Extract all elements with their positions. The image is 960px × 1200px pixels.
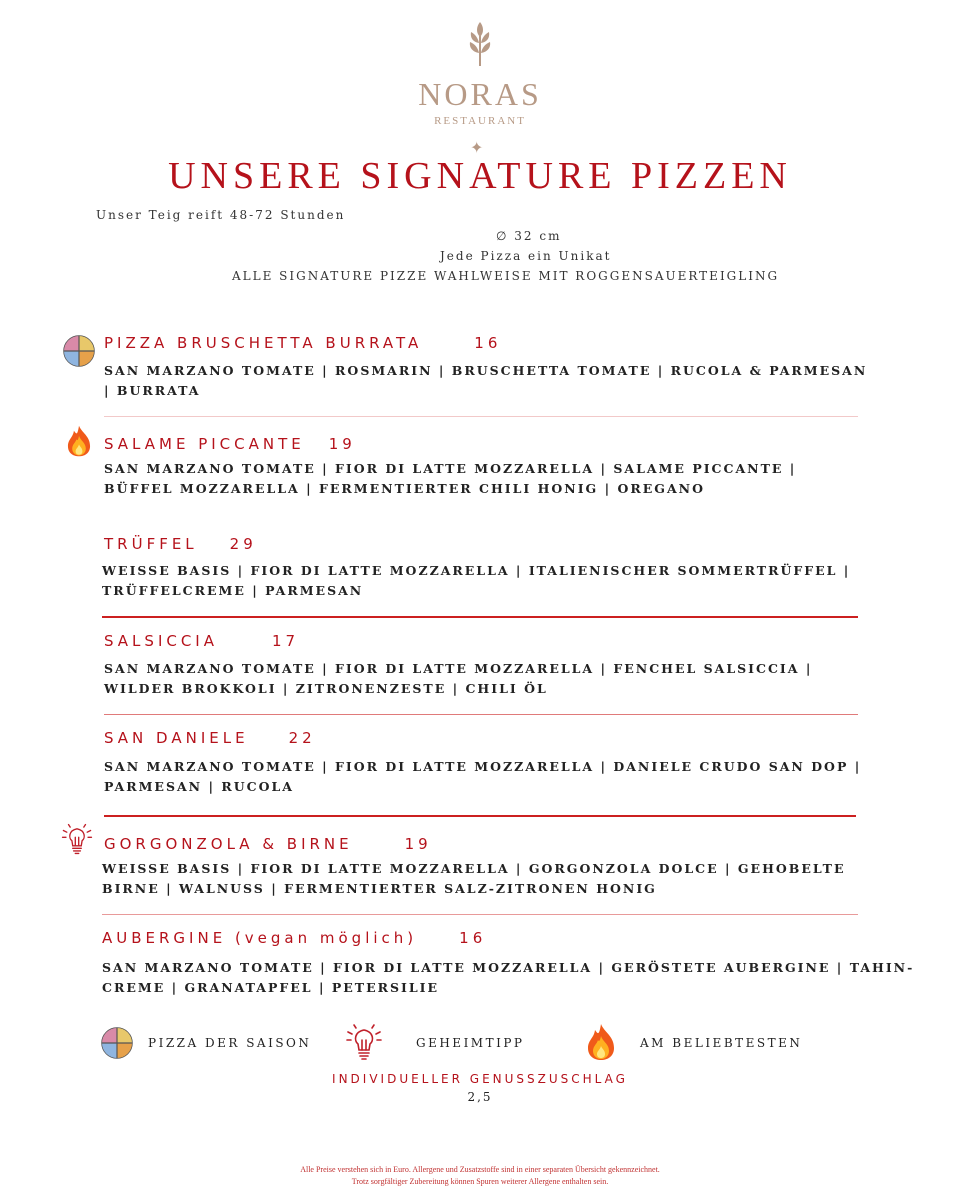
pizza-price: 16 bbox=[474, 334, 502, 352]
brand-name: NORAS bbox=[418, 76, 542, 112]
description-line: SAN MARZANO TOMATE | ROSMARIN | BRUSCHETTA TOMATE | RUCOLA & PARMESAN bbox=[104, 363, 868, 378]
pizza-title-gorgonzola-birne bbox=[104, 835, 432, 853]
description-line: SAN MARZANO TOMATE | FIOR DI LATTE MOZZARELLA | GERÖSTETE AUBERGINE | TAHIN- bbox=[102, 960, 915, 975]
pizza-name: SALAME PICCANTE bbox=[104, 435, 305, 453]
pizza-name: SAN DANIELE bbox=[104, 729, 249, 747]
pizza-price: 19 bbox=[328, 435, 356, 453]
season-icon bbox=[100, 1026, 134, 1060]
pizza-description bbox=[104, 459, 904, 499]
description-line: WILDER BROKKOLI | ZITRONENZESTE | CHILI ÖL bbox=[104, 681, 548, 696]
unikat-info: Jede Pizza ein Unikat bbox=[440, 249, 612, 263]
pizza-name: PIZZA BRUSCHETTA BURRATA bbox=[104, 334, 423, 352]
pizza-description bbox=[104, 659, 904, 699]
pizza-title-salsiccia bbox=[104, 632, 299, 650]
pizza-price: 19 bbox=[404, 835, 432, 853]
description-line: WEISSE BASIS | FIOR DI LATTE MOZZARELLA | ITALIENISCHER SOMMERTRÜFFEL | bbox=[102, 563, 851, 578]
legend-tip-label: GEHEIMTIPP bbox=[416, 1036, 525, 1050]
pizza-price: 16 bbox=[459, 929, 487, 947]
divider bbox=[104, 416, 858, 417]
page-title: UNSERE SIGNATURE PIZZEN bbox=[168, 155, 792, 197]
pizza-price: 17 bbox=[272, 632, 300, 650]
description-line: BÜFFEL MOZZARELLA | FERMENTIERTER CHILI HONIG | OREGANO bbox=[104, 481, 705, 496]
star-ornament-icon: ✦ bbox=[470, 138, 484, 157]
roggen-info: ALLE SIGNATURE PIZZE WAHLWEISE MIT ROGGENSAUERTEIGLING bbox=[232, 269, 780, 283]
legend-season-label: PIZZA DER SAISON bbox=[148, 1036, 312, 1050]
pizza-title-trueffel bbox=[104, 535, 257, 553]
description-line: PARMESAN | RUCOLA bbox=[104, 779, 294, 794]
pizza-name: AUBERGINE (vegan möglich) bbox=[102, 929, 418, 947]
footnote-line-1: Alle Preise verstehen sich in Euro. Allergene und Zusatzstoffe sind in einer separaten Übersicht gekennzeichnet. bbox=[300, 1165, 660, 1174]
description-line: SAN MARZANO TOMATE | FIOR DI LATTE MOZZARELLA | FENCHEL SALSICCIA | bbox=[104, 661, 813, 676]
pizza-title-san-daniele bbox=[104, 729, 316, 747]
pizza-title-salame-piccante bbox=[104, 435, 356, 453]
pizza-title-aubergine bbox=[102, 929, 486, 947]
pizza-description bbox=[104, 757, 904, 797]
pizza-description bbox=[102, 859, 902, 899]
pizza-description bbox=[104, 361, 904, 401]
lightbulb-icon bbox=[344, 1022, 384, 1062]
description-line: SAN MARZANO TOMATE | FIOR DI LATTE MOZZARELLA | DANIELE CRUDO SAN DOP | bbox=[104, 759, 862, 774]
pizza-name: GORGONZOLA & BIRNE bbox=[104, 835, 353, 853]
wheat-logo-icon bbox=[462, 20, 498, 68]
size-info: ∅ 32 cm bbox=[496, 229, 562, 243]
pizza-name: SALSICCIA bbox=[104, 632, 218, 650]
pizza-description bbox=[102, 958, 922, 998]
description-line: BIRNE | WALNUSS | FERMENTIERTER SALZ-ZITRONEN HONIG bbox=[102, 881, 657, 896]
dough-info: Unser Teig reift 48-72 Stunden bbox=[96, 208, 346, 222]
fire-icon bbox=[584, 1022, 618, 1062]
divider bbox=[104, 714, 858, 715]
pizza-description bbox=[102, 561, 902, 601]
brand-subtitle: RESTAURANT bbox=[434, 115, 526, 127]
footnote-line-2: Trotz sorgfältiger Zubereitung können Spuren weiterer Allergene enthalten sein. bbox=[351, 1177, 609, 1186]
surcharge-label: INDIVIDUELLER GENUSSZUSCHLAG bbox=[332, 1072, 628, 1086]
divider bbox=[102, 914, 858, 915]
season-icon bbox=[62, 334, 96, 368]
description-line: | BURRATA bbox=[104, 383, 201, 398]
pizza-price: 29 bbox=[229, 535, 257, 553]
pizza-price: 22 bbox=[288, 729, 316, 747]
description-line: SAN MARZANO TOMATE | FIOR DI LATTE MOZZARELLA | SALAME PICCANTE | bbox=[104, 461, 797, 476]
description-line: TRÜFFELCREME | PARMESAN bbox=[102, 583, 364, 598]
legend-popular-label: AM BELIEBTESTEN bbox=[640, 1036, 803, 1050]
description-line: WEISSE BASIS | FIOR DI LATTE MOZZARELLA | GORGONZOLA DOLCE | GEHOBELTE bbox=[102, 861, 846, 876]
description-line: CREME | GRANATAPFEL | PETERSILIE bbox=[102, 980, 440, 995]
divider bbox=[102, 616, 858, 618]
divider bbox=[104, 815, 856, 817]
pizza-title-bruschetta-burrata bbox=[104, 334, 501, 352]
surcharge-price: 2,5 bbox=[467, 1090, 493, 1104]
pizza-name: TRÜFFEL bbox=[104, 535, 198, 553]
fire-icon bbox=[62, 424, 96, 458]
lightbulb-icon bbox=[60, 822, 94, 856]
